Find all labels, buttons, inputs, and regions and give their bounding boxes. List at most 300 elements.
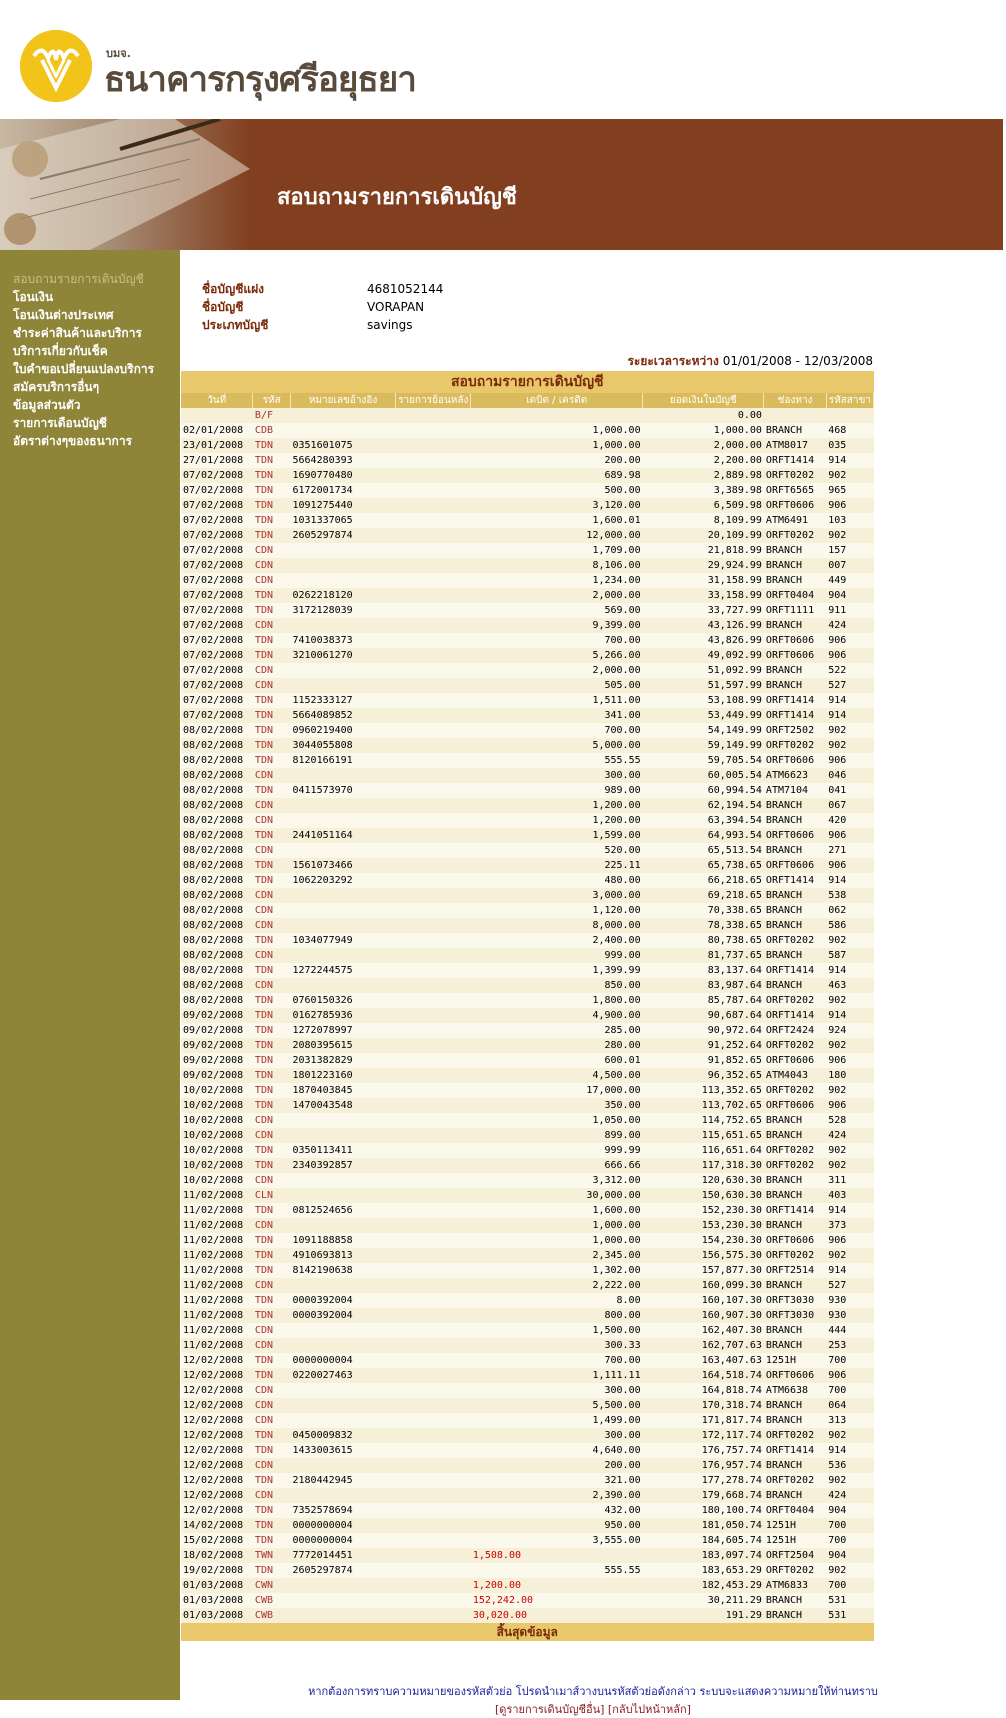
cell-code[interactable]: CDN xyxy=(253,1323,291,1338)
cell-branch: 914 xyxy=(826,708,873,723)
sidebar-item-other-services[interactable]: สมัครบริการอื่นๆ xyxy=(13,380,100,394)
cell-code[interactable]: CDN xyxy=(253,663,291,678)
cell-balance: 43,126.99 xyxy=(643,618,764,633)
cell-date: 08/02/2008 xyxy=(181,843,253,858)
cell-amount: 2,000.00 xyxy=(471,588,643,603)
cell-history xyxy=(396,993,471,1008)
cell-amount: 3,000.00 xyxy=(471,888,643,903)
cell-channel: ORFT0202 xyxy=(764,468,826,483)
cell-ref: 2031382829 xyxy=(290,1053,395,1068)
cell-channel: ORFT0202 xyxy=(764,1038,826,1053)
cell-balance: 162,407.30 xyxy=(643,1323,764,1338)
cell-code[interactable]: TDN xyxy=(253,993,291,1008)
cell-code[interactable]: TDN xyxy=(253,1263,291,1278)
cell-code[interactable]: TDN xyxy=(253,708,291,723)
cell-code[interactable]: CDN xyxy=(253,558,291,573)
cell-date: 07/02/2008 xyxy=(181,483,253,498)
table-row xyxy=(181,408,874,423)
cell-balance: 78,338.65 xyxy=(643,918,764,933)
sidebar-item-monthly[interactable]: รายการเดือนบัญชี xyxy=(13,416,107,430)
cell-amount: 5,500.00 xyxy=(471,1398,643,1413)
table-row xyxy=(181,798,874,813)
cell-ref xyxy=(290,408,395,423)
cell-code[interactable]: TDN xyxy=(253,1203,291,1218)
cell-channel: BRANCH xyxy=(764,573,826,588)
cell-date: 08/02/2008 xyxy=(181,918,253,933)
cell-code[interactable]: CDN xyxy=(253,543,291,558)
cell-branch: 965 xyxy=(826,483,873,498)
cell-history xyxy=(396,1083,471,1098)
cell-branch: 902 xyxy=(826,933,873,948)
table-row xyxy=(181,1098,874,1113)
cell-code[interactable]: TDN xyxy=(253,1248,291,1263)
cell-code[interactable]: TDN xyxy=(253,1158,291,1173)
cell-branch: 914 xyxy=(826,693,873,708)
cell-balance: 116,651.64 xyxy=(643,1143,764,1158)
cell-amount: 3,120.00 xyxy=(471,498,643,513)
cell-date: 09/02/2008 xyxy=(181,1053,253,1068)
cell-date: 11/02/2008 xyxy=(181,1233,253,1248)
cell-branch: 531 xyxy=(826,1608,873,1623)
cell-code[interactable]: B/F xyxy=(253,408,291,423)
cell-balance: 54,149.99 xyxy=(643,723,764,738)
cell-amount: 3,312.00 xyxy=(471,1173,643,1188)
table-row xyxy=(181,1368,874,1383)
cell-code[interactable]: CDN xyxy=(253,1173,291,1188)
cell-amount: 300.33 xyxy=(471,1338,643,1353)
cell-ref: 0351601075 xyxy=(290,438,395,453)
cell-balance: 2,200.00 xyxy=(643,453,764,468)
cell-channel: ORFT0202 xyxy=(764,1428,826,1443)
cell-amount: 30,000.00 xyxy=(471,1188,643,1203)
cell-code[interactable]: TDN xyxy=(253,513,291,528)
cell-branch: 906 xyxy=(826,648,873,663)
cell-balance: 117,318.30 xyxy=(643,1158,764,1173)
other-statement-link[interactable]: [ดูรายการเดินบัญชีอื่น] xyxy=(495,1703,605,1716)
cell-code[interactable]: TDN xyxy=(253,753,291,768)
table-row xyxy=(181,678,874,693)
cell-branch: 930 xyxy=(826,1293,873,1308)
cell-channel: BRANCH xyxy=(764,1608,826,1623)
period xyxy=(180,352,873,371)
cell-code[interactable]: CDN xyxy=(253,573,291,588)
cell-code[interactable]: TDN xyxy=(253,1563,291,1578)
cell-code[interactable]: TDN xyxy=(253,1443,291,1458)
cell-balance: 113,352.65 xyxy=(643,1083,764,1098)
cell-history xyxy=(396,1368,471,1383)
cell-code[interactable]: TWN xyxy=(253,1548,291,1563)
cell-code[interactable]: CDN xyxy=(253,978,291,993)
cell-history xyxy=(396,888,471,903)
table-row xyxy=(181,573,874,588)
cell-history xyxy=(396,1353,471,1368)
period-value: 01/01/2008 - 12/03/2008 xyxy=(722,354,873,368)
cell-channel: BRANCH xyxy=(764,1218,826,1233)
cell-code[interactable]: TDN xyxy=(253,468,291,483)
cell-code[interactable]: CDN xyxy=(253,768,291,783)
cell-date: 09/02/2008 xyxy=(181,1038,253,1053)
cell-code[interactable]: CDN xyxy=(253,1398,291,1413)
cell-amount xyxy=(471,408,643,423)
cell-channel: BRANCH xyxy=(764,1128,826,1143)
cell-channel: ORFT1414 xyxy=(764,1443,826,1458)
cell-history xyxy=(396,558,471,573)
table-row xyxy=(181,1023,874,1038)
cell-code[interactable]: TDN xyxy=(253,498,291,513)
cell-code[interactable]: TDN xyxy=(253,438,291,453)
cell-code[interactable]: TDN xyxy=(253,1098,291,1113)
cell-code[interactable]: CWN xyxy=(253,1578,291,1593)
account-name-row xyxy=(202,298,443,316)
cell-ref xyxy=(290,1398,395,1413)
cell-date: 01/03/2008 xyxy=(181,1608,253,1623)
cell-branch: 420 xyxy=(826,813,873,828)
cell-channel: BRANCH xyxy=(764,798,826,813)
cell-code[interactable]: TDN xyxy=(253,1473,291,1488)
cell-date: 11/02/2008 xyxy=(181,1248,253,1263)
cell-history xyxy=(396,633,471,648)
table-row xyxy=(181,588,874,603)
sidebar-item-profile[interactable]: ข้อมูลส่วนตัว xyxy=(13,398,81,412)
cell-code[interactable]: CDN xyxy=(253,798,291,813)
cell-code[interactable]: CDN xyxy=(253,888,291,903)
cell-date: 08/02/2008 xyxy=(181,858,253,873)
cell-code[interactable]: TDN xyxy=(253,828,291,843)
cell-channel: ORFT0202 xyxy=(764,1248,826,1263)
cell-amount: 480.00 xyxy=(471,873,643,888)
sidebar-item-transfer[interactable]: โอนเงิน xyxy=(13,290,54,304)
cell-ref xyxy=(290,1218,395,1233)
cell-code[interactable]: TDN xyxy=(253,1143,291,1158)
cell-branch: 914 xyxy=(826,1443,873,1458)
cell-branch: 424 xyxy=(826,1488,873,1503)
cell-code[interactable]: CDN xyxy=(253,903,291,918)
cell-code[interactable]: CDN xyxy=(253,843,291,858)
cell-code[interactable]: TDN xyxy=(253,528,291,543)
cell-code[interactable]: CDN xyxy=(253,1488,291,1503)
cell-code[interactable]: TDN xyxy=(253,1038,291,1053)
cell-history xyxy=(396,1068,471,1083)
home-link[interactable]: [กลับไปหน้าหลัก] xyxy=(607,1703,691,1716)
cell-code[interactable]: CDN xyxy=(253,813,291,828)
cell-branch: 424 xyxy=(826,618,873,633)
cell-balance: 91,252.64 xyxy=(643,1038,764,1053)
cell-channel: ATM8017 xyxy=(764,438,826,453)
cell-code[interactable]: CDB xyxy=(253,423,291,438)
cell-amount: 1,050.00 xyxy=(471,1113,643,1128)
cell-code[interactable]: TDN xyxy=(253,738,291,753)
cell-branch: 468 xyxy=(826,423,873,438)
cell-branch: 902 xyxy=(826,723,873,738)
cell-channel: BRANCH xyxy=(764,1323,826,1338)
cell-code[interactable]: TDN xyxy=(253,1008,291,1023)
cell-code[interactable]: TDN xyxy=(253,1428,291,1443)
cell-date: 11/02/2008 xyxy=(181,1263,253,1278)
cell-ref: 0000000004 xyxy=(290,1518,395,1533)
account-number-label: ชื่อบัญชีแฝง xyxy=(202,282,264,296)
cell-channel: BRANCH xyxy=(764,813,826,828)
cell-date: 07/02/2008 xyxy=(181,468,253,483)
table-row xyxy=(181,858,874,873)
cell-balance: 152,230.30 xyxy=(643,1203,764,1218)
cell-balance: 63,394.54 xyxy=(643,813,764,828)
cell-code[interactable]: TDN xyxy=(253,1293,291,1308)
cell-channel: ORFT0606 xyxy=(764,1368,826,1383)
cell-code[interactable]: CDN xyxy=(253,918,291,933)
cell-code[interactable]: CLN xyxy=(253,1188,291,1203)
cell-balance: 53,108.99 xyxy=(643,693,764,708)
table-row xyxy=(181,498,874,513)
cell-code[interactable]: TDN xyxy=(253,453,291,468)
cell-amount: 999.00 xyxy=(471,948,643,963)
cell-history xyxy=(396,1488,471,1503)
cell-ref: 0812524656 xyxy=(290,1203,395,1218)
cell-branch: 157 xyxy=(826,543,873,558)
cell-date: 08/02/2008 xyxy=(181,873,253,888)
cell-code[interactable]: CDN xyxy=(253,1113,291,1128)
cell-amount: 300.00 xyxy=(471,1383,643,1398)
cell-history xyxy=(396,1608,471,1623)
table-row xyxy=(181,1053,874,1068)
cell-date: 08/02/2008 xyxy=(181,783,253,798)
cell-history xyxy=(396,1323,471,1338)
cell-history xyxy=(396,1578,471,1593)
cell-code[interactable]: TDN xyxy=(253,693,291,708)
cell-code[interactable]: TDN xyxy=(253,1023,291,1038)
cell-branch: 930 xyxy=(826,1308,873,1323)
cell-branch: 373 xyxy=(826,1218,873,1233)
cell-channel: ORFT3030 xyxy=(764,1308,826,1323)
cell-code[interactable]: TDN xyxy=(253,1053,291,1068)
cell-amount: 1,599.00 xyxy=(471,828,643,843)
cell-code[interactable]: TDN xyxy=(253,588,291,603)
cell-branch: 527 xyxy=(826,678,873,693)
table-row xyxy=(181,483,874,498)
account-type: savings xyxy=(367,318,413,332)
cell-code[interactable]: CDN xyxy=(253,1458,291,1473)
cell-code[interactable]: TDN xyxy=(253,1083,291,1098)
cell-amount: 4,900.00 xyxy=(471,1008,643,1023)
sidebar-item-change-request[interactable]: ใบคำขอเปลี่ยนแปลงบริการ xyxy=(13,362,155,376)
cell-history xyxy=(396,1038,471,1053)
table-row xyxy=(181,933,874,948)
cell-balance: 83,987.64 xyxy=(643,978,764,993)
cell-code[interactable]: CDN xyxy=(253,948,291,963)
period-label: ระยะเวลาระหว่าง xyxy=(627,354,719,368)
cell-code[interactable]: TDN xyxy=(253,1533,291,1548)
cell-branch: 587 xyxy=(826,948,873,963)
cell-code[interactable]: TDN xyxy=(253,633,291,648)
cell-ref: 2180442945 xyxy=(290,1473,395,1488)
cell-branch: 924 xyxy=(826,1023,873,1038)
cell-history xyxy=(396,843,471,858)
table-row xyxy=(181,948,874,963)
sidebar-item-rates[interactable]: อัตราต่างๆของธนาการ xyxy=(13,434,133,448)
table-row xyxy=(181,843,874,858)
cell-code[interactable]: TDN xyxy=(253,483,291,498)
cell-branch: 906 xyxy=(826,1368,873,1383)
cell-amount: 899.00 xyxy=(471,1128,643,1143)
sidebar-item-intl-transfer[interactable]: โอนเงินต่างประเทศ xyxy=(13,308,114,322)
cell-amount: 600.01 xyxy=(471,1053,643,1068)
cell-balance: 177,278.74 xyxy=(643,1473,764,1488)
cell-ref xyxy=(290,1608,395,1623)
cell-amount: 9,399.00 xyxy=(471,618,643,633)
cell-code[interactable]: CDN xyxy=(253,1338,291,1353)
cell-balance: 53,449.99 xyxy=(643,708,764,723)
cell-channel: ORFT0404 xyxy=(764,588,826,603)
cell-date: 08/02/2008 xyxy=(181,798,253,813)
cell-branch: 103 xyxy=(826,513,873,528)
cell-code[interactable]: TDN xyxy=(253,933,291,948)
cell-ref: 3044055808 xyxy=(290,738,395,753)
main-content xyxy=(180,250,1006,1716)
cell-code[interactable]: TDN xyxy=(253,1368,291,1383)
cell-ref: 5664280393 xyxy=(290,453,395,468)
cell-ref xyxy=(290,1113,395,1128)
cell-date: 11/02/2008 xyxy=(181,1323,253,1338)
cell-balance: 176,757.74 xyxy=(643,1443,764,1458)
cell-branch: 007 xyxy=(826,558,873,573)
cell-amount: 30,020.00 xyxy=(471,1608,643,1623)
cell-branch: 538 xyxy=(826,888,873,903)
cell-amount: 555.55 xyxy=(471,753,643,768)
cell-ref: 0450009832 xyxy=(290,1428,395,1443)
cell-ref: 0162785936 xyxy=(290,1008,395,1023)
cell-ref: 7352578694 xyxy=(290,1503,395,1518)
cell-code[interactable]: CDN xyxy=(253,618,291,633)
cell-branch: 914 xyxy=(826,963,873,978)
cell-date: 08/02/2008 xyxy=(181,978,253,993)
cell-balance: 113,702.65 xyxy=(643,1098,764,1113)
cell-date: 11/02/2008 xyxy=(181,1218,253,1233)
cell-date: 09/02/2008 xyxy=(181,1068,253,1083)
cell-code[interactable]: TDN xyxy=(253,1503,291,1518)
cell-amount: 341.00 xyxy=(471,708,643,723)
cell-balance: 176,957.74 xyxy=(643,1458,764,1473)
cell-date: 07/02/2008 xyxy=(181,708,253,723)
cell-code[interactable]: CWB xyxy=(253,1608,291,1623)
cell-date: 01/03/2008 xyxy=(181,1578,253,1593)
table-row xyxy=(181,1578,874,1593)
cell-amount: 1,120.00 xyxy=(471,903,643,918)
cell-date: 07/02/2008 xyxy=(181,663,253,678)
cell-code[interactable]: TDN xyxy=(253,858,291,873)
cell-date: 19/02/2008 xyxy=(181,1563,253,1578)
cell-code[interactable]: TDN xyxy=(253,1518,291,1533)
sidebar-item-cheque[interactable]: บริการเกี่ยวกับเช็ค xyxy=(13,344,108,358)
cell-code[interactable]: CDN xyxy=(253,1218,291,1233)
cell-code[interactable]: TDN xyxy=(253,603,291,618)
cell-branch: 253 xyxy=(826,1338,873,1353)
cell-branch: 444 xyxy=(826,1323,873,1338)
cell-ref: 1272244575 xyxy=(290,963,395,978)
cell-channel: ORFT0404 xyxy=(764,1503,826,1518)
cell-balance: 164,818.74 xyxy=(643,1383,764,1398)
cell-history xyxy=(396,678,471,693)
sidebar-item-statement[interactable]: สอบถามรายการเดินบัญชี xyxy=(13,272,144,286)
cell-channel: BRANCH xyxy=(764,558,826,573)
table-row xyxy=(181,1338,874,1353)
cell-ref xyxy=(290,1413,395,1428)
cell-channel: ORFT1414 xyxy=(764,1008,826,1023)
cell-code[interactable]: CWB xyxy=(253,1593,291,1608)
cell-code[interactable]: TDN xyxy=(253,1068,291,1083)
cell-ref xyxy=(290,888,395,903)
cell-channel: ORFT0606 xyxy=(764,858,826,873)
cell-code[interactable]: TDN xyxy=(253,1353,291,1368)
table-row xyxy=(181,963,874,978)
code-hint-note: หากต้องการทราบความหมายของรหัสตัวย่อ โปรดนำเมาส์วางบนรหัสตัวย่อดังกล่าว ระบบจะแสดงความหมายให้ท่านทราบ xyxy=(308,1685,878,1698)
cell-amount: 1,399.99 xyxy=(471,963,643,978)
cell-ref: 0000392004 xyxy=(290,1308,395,1323)
cell-branch: 271 xyxy=(826,843,873,858)
cell-amount: 5,000.00 xyxy=(471,738,643,753)
col-date: วันที่ xyxy=(181,393,253,408)
cell-amount: 1,499.00 xyxy=(471,1413,643,1428)
cell-amount: 1,000.00 xyxy=(471,1218,643,1233)
table-row xyxy=(181,603,874,618)
cell-history xyxy=(396,1338,471,1353)
cell-code[interactable]: TDN xyxy=(253,783,291,798)
cell-balance: 33,727.99 xyxy=(643,603,764,618)
cell-branch: 904 xyxy=(826,1548,873,1563)
cell-code[interactable]: TDN xyxy=(253,1308,291,1323)
table-row xyxy=(181,753,874,768)
cell-date: 12/02/2008 xyxy=(181,1443,253,1458)
cell-code[interactable]: CDN xyxy=(253,1278,291,1293)
account-info xyxy=(202,280,443,334)
cell-amount: 280.00 xyxy=(471,1038,643,1053)
cell-balance: 81,737.65 xyxy=(643,948,764,963)
cell-amount: 1,500.00 xyxy=(471,1323,643,1338)
cell-history xyxy=(396,768,471,783)
cell-balance: 171,817.74 xyxy=(643,1413,764,1428)
cell-ref xyxy=(290,558,395,573)
cell-amount: 350.00 xyxy=(471,1098,643,1113)
cell-code[interactable]: CDN xyxy=(253,678,291,693)
cell-channel: ATM6623 xyxy=(764,768,826,783)
cell-ref: 2080395615 xyxy=(290,1038,395,1053)
statement-table xyxy=(181,371,874,1641)
cell-amount: 300.00 xyxy=(471,1428,643,1443)
cell-history xyxy=(396,963,471,978)
cell-amount: 2,345.00 xyxy=(471,1248,643,1263)
cell-balance: 184,605.74 xyxy=(643,1533,764,1548)
cell-code[interactable]: CDN xyxy=(253,1383,291,1398)
cell-ref: 5664089852 xyxy=(290,708,395,723)
table-row xyxy=(181,768,874,783)
cell-ref: 0000392004 xyxy=(290,1293,395,1308)
cell-code[interactable]: TDN xyxy=(253,723,291,738)
cell-code[interactable]: TDN xyxy=(253,963,291,978)
cell-code[interactable]: CDN xyxy=(253,1413,291,1428)
cell-code[interactable]: TDN xyxy=(253,873,291,888)
cell-channel: BRANCH xyxy=(764,1398,826,1413)
cell-channel: ATM6491 xyxy=(764,513,826,528)
sidebar-item-bill-payment[interactable]: ชำระค่าสินค้าและบริการ xyxy=(13,326,142,340)
cell-code[interactable]: TDN xyxy=(253,1233,291,1248)
cell-ref: 1152333127 xyxy=(290,693,395,708)
cell-code[interactable]: TDN xyxy=(253,648,291,663)
table-row xyxy=(181,648,874,663)
cell-code[interactable]: CDN xyxy=(253,1128,291,1143)
cell-amount: 12,000.00 xyxy=(471,528,643,543)
cell-channel: ORFT0202 xyxy=(764,1143,826,1158)
cell-history xyxy=(396,1128,471,1143)
cell-ref: 0220027463 xyxy=(290,1368,395,1383)
cell-history xyxy=(396,1053,471,1068)
